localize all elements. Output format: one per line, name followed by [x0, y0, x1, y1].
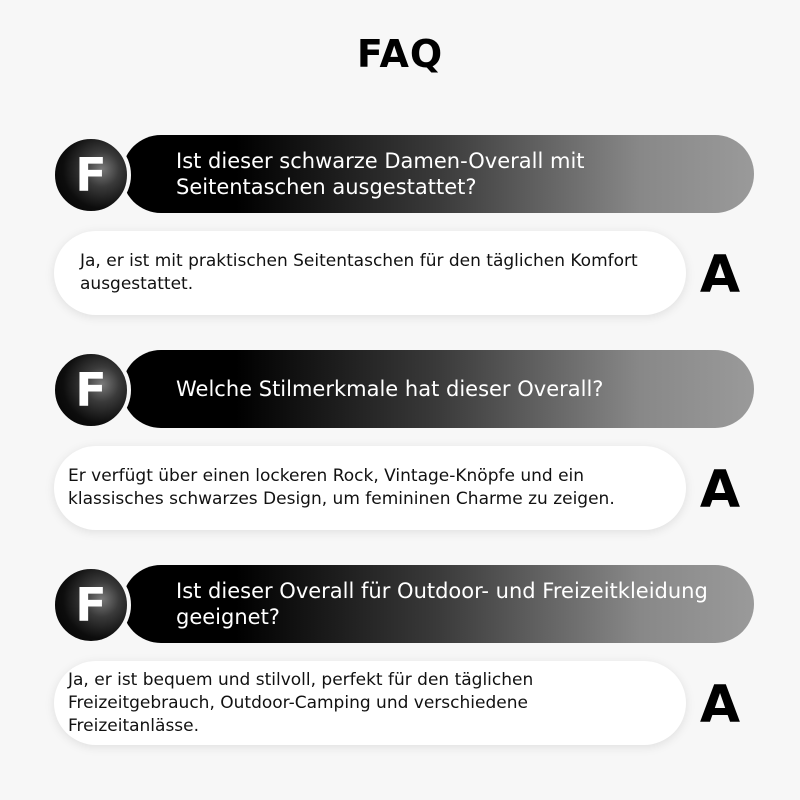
answer-text: Ja, er ist bequem und stilvoll, perfekt für den täglichen Freizeitgebrauch, Outdoor-Camping und verschiedene Freizeitanlässe.	[68, 669, 534, 736]
answer-bubble	[54, 446, 686, 530]
answer-marker: A	[699, 460, 741, 520]
question-marker: F	[51, 350, 131, 430]
faq-item	[0, 350, 800, 550]
question-bar	[122, 565, 754, 643]
answer-text: Ja, er ist mit praktischen Seitentaschen für den täglichen Komfort ausgestattet.	[80, 251, 638, 294]
answer-bubble	[54, 661, 686, 745]
answer-bubble	[54, 231, 686, 315]
question-text: Welche Stilmerkmale hat dieser Overall?	[176, 377, 604, 401]
answer-marker: A	[699, 675, 741, 735]
question-bar	[122, 135, 754, 213]
question-marker: F	[51, 565, 131, 645]
faq-item	[0, 565, 800, 765]
question-text: Ist dieser schwarze Damen-Overall mit Seitentaschen ausgestattet?	[176, 149, 585, 199]
page-title: FAQ	[356, 32, 444, 76]
faq-item	[0, 135, 800, 335]
question-marker: F	[51, 135, 131, 215]
answer-text: Er verfügt über einen lockeren Rock, Vintage-Knöpfe und ein klassisches schwarzes Design, um femininen Charme zu zeigen.	[68, 466, 615, 509]
question-bar	[122, 350, 754, 428]
answer-marker: A	[699, 245, 741, 305]
question-text: Ist dieser Overall für Outdoor- und Freizeitkleidung geeignet?	[176, 579, 708, 629]
